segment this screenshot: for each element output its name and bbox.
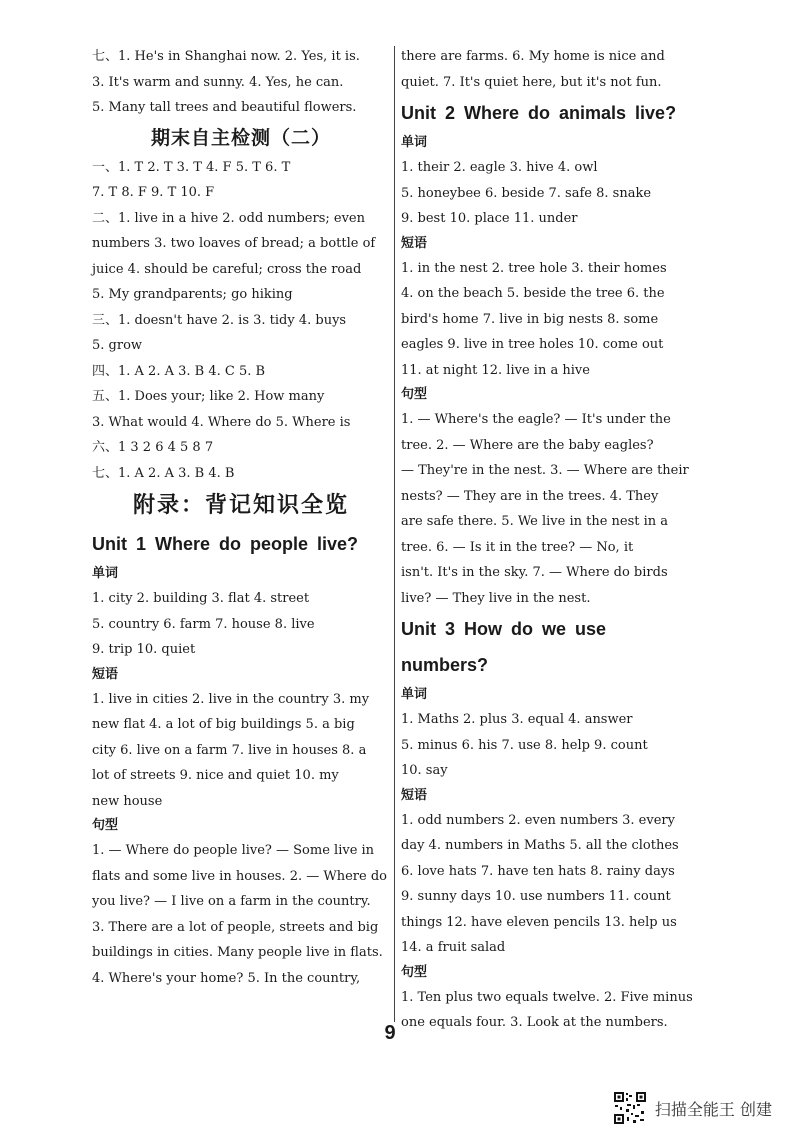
sentence-line: buildings in cities. Many people live in flats. — [92, 945, 383, 960]
phrase-line: new flat 4. a lot of big buildings 5. a big — [92, 717, 355, 732]
sentence-line: quiet. 7. It's quiet here, but it's not fun. — [401, 74, 662, 90]
vocab-line: 10. say — [401, 763, 448, 778]
answer-line: juice 4. should be careful; cross the road — [92, 261, 362, 277]
answer-line: 三、1. doesn't have 2. is 3. tidy 4. buys — [92, 312, 347, 328]
phrases-label: 短语 — [92, 666, 119, 682]
answer-line: 5. grow — [92, 338, 143, 353]
watermark-text: 扫描全能王 创建 — [654, 1099, 772, 1119]
vocab-line: 1. city 2. building 3. flat 4. street — [92, 591, 310, 606]
answer-line: 六、1 3 2 6 4 5 8 7 — [92, 440, 214, 455]
appendix-title: 附录：背记知识全览 — [132, 493, 349, 518]
answer-line: 五、1. Does your; like 2. How many — [92, 389, 325, 404]
phrase-line: 1. in the nest 2. tree hole 3. their homes — [401, 260, 667, 276]
phrases-label: 短语 — [401, 787, 428, 803]
sentence-line: there are farms. 6. My home is nice and — [401, 49, 665, 64]
sentences-label: 句型 — [401, 964, 428, 980]
phrase-line: 1. odd numbers 2. even numbers 3. every — [401, 812, 675, 828]
sentence-line: 1. — Where's the eagle? — It's under the — [401, 412, 671, 427]
sentence-line: 1. Ten plus two equals twelve. 2. Five minus — [401, 989, 693, 1005]
unit3-title: Unit 3 How do we use numbers? — [401, 619, 607, 675]
words-label: 单词 — [92, 566, 119, 581]
vocab-line: 1. their 2. eagle 3. hive 4. owl — [401, 160, 598, 175]
phrase-line: city 6. live on a farm 7. live in houses 8. a — [92, 742, 367, 758]
sentence-line: — They're in the nest. 3. — Where are their — [401, 463, 689, 478]
vocab-line: 5. country 6. farm 7. house 8. live — [92, 616, 315, 632]
answer-line: 3. It's warm and sunny. 4. Yes, he can. — [92, 74, 344, 90]
phrase-line: 14. a fruit salad — [401, 940, 506, 955]
phrase-line: day 4. numbers in Maths 5. all the clothes — [401, 838, 679, 853]
final-test-title: 期末自主检测（二） — [150, 126, 331, 149]
sentences-label: 句型 — [401, 387, 428, 402]
phrase-line: things 12. have eleven pencils 13. help us — [401, 914, 677, 930]
page-number: 9 — [384, 1022, 396, 1044]
answer-line: 七、1. A 2. A 3. B 4. B — [92, 465, 235, 481]
vocab-line: 5. minus 6. his 7. use 8. help 9. count — [401, 737, 648, 753]
vocab-line: 5. honeybee 6. beside 7. safe 8. snake — [401, 185, 652, 201]
answer-line: 四、1. A 2. A 3. B 4. C 5. B — [92, 363, 266, 379]
sentence-line: nests? — They are in the trees. 4. They — [401, 488, 659, 504]
vocab-line: 1. Maths 2. plus 3. equal 4. answer — [401, 712, 633, 727]
sentence-line: tree. 6. — Is it in the tree? — No, it — [401, 539, 634, 555]
phrase-line: 11. at night 12. live in a hive — [401, 362, 590, 378]
right-column — [401, 44, 699, 1036]
sentences-label: 句型 — [92, 818, 119, 833]
unit1-title: Unit 1 Where do people live? — [92, 534, 359, 554]
sentence-line: 1. — Where do people live? — Some live in — [92, 843, 375, 858]
phrase-line: eagles 9. live in tree holes 10. come out — [401, 337, 664, 352]
column-divider — [394, 46, 395, 1022]
answer-line: 七、1. He's in Shanghai now. 2. Yes, it is. — [92, 49, 360, 64]
phrase-line: 4. on the beach 5. beside the tree 6. the — [401, 286, 665, 301]
sentence-line: one equals four. 3. Look at the numbers. — [401, 1015, 668, 1030]
answer-line: 二、1. live in a hive 2. odd numbers; even — [92, 210, 365, 226]
vocab-line: 9. best 10. place 11. under — [401, 211, 578, 226]
scanner-watermark — [613, 1090, 772, 1126]
answer-line: numbers 3. two loaves of bread; a bottle of — [92, 236, 376, 251]
words-label: 单词 — [401, 135, 428, 150]
phrases-label: 短语 — [401, 235, 428, 251]
phrase-line: 1. live in cities 2. live in the country 3. my — [92, 691, 370, 707]
phrase-line: new house — [92, 793, 163, 809]
qr-code-icon — [613, 1091, 647, 1125]
phrase-line: 6. love hats 7. have ten hats 8. rainy days — [401, 863, 675, 879]
sentence-line: are safe there. 5. We live in the nest in a — [401, 514, 669, 529]
answer-line: 5. My grandparents; go hiking — [92, 287, 293, 302]
words-label: 单词 — [401, 687, 428, 702]
sentence-line: live? — They live in the nest. — [401, 590, 591, 606]
answer-line: 一、1. T 2. T 3. T 4. F 5. T 6. T — [92, 159, 291, 175]
unit2-title: Unit 2 Where do animals live? — [401, 103, 677, 123]
sentence-line: flats and some live in houses. 2. — Where do — [92, 868, 387, 884]
phrase-line: bird's home 7. live in big nests 8. some — [401, 311, 659, 327]
sentence-line: 4. Where's your home? 5. In the country, — [92, 970, 361, 986]
answer-line: 3. What would 4. Where do 5. Where is — [92, 414, 351, 430]
phrase-line: lot of streets 9. nice and quiet 10. my — [92, 768, 339, 783]
sentence-line: tree. 2. — Where are the baby eagles? — [401, 437, 654, 453]
phrase-line: 9. sunny days 10. use numbers 11. count — [401, 889, 671, 904]
vocab-line: 9. trip 10. quiet — [92, 642, 196, 657]
answer-line: 5. Many tall trees and beautiful flowers. — [92, 100, 357, 115]
sentence-line: you live? — I live on a farm in the country. — [92, 894, 371, 909]
left-column — [92, 44, 390, 991]
sentence-line: isn't. It's in the sky. 7. — Where do birds — [401, 565, 668, 580]
sentence-line: 3. There are a lot of people, streets and big — [92, 919, 379, 935]
answer-line: 7. T 8. F 9. T 10. F — [92, 185, 215, 200]
